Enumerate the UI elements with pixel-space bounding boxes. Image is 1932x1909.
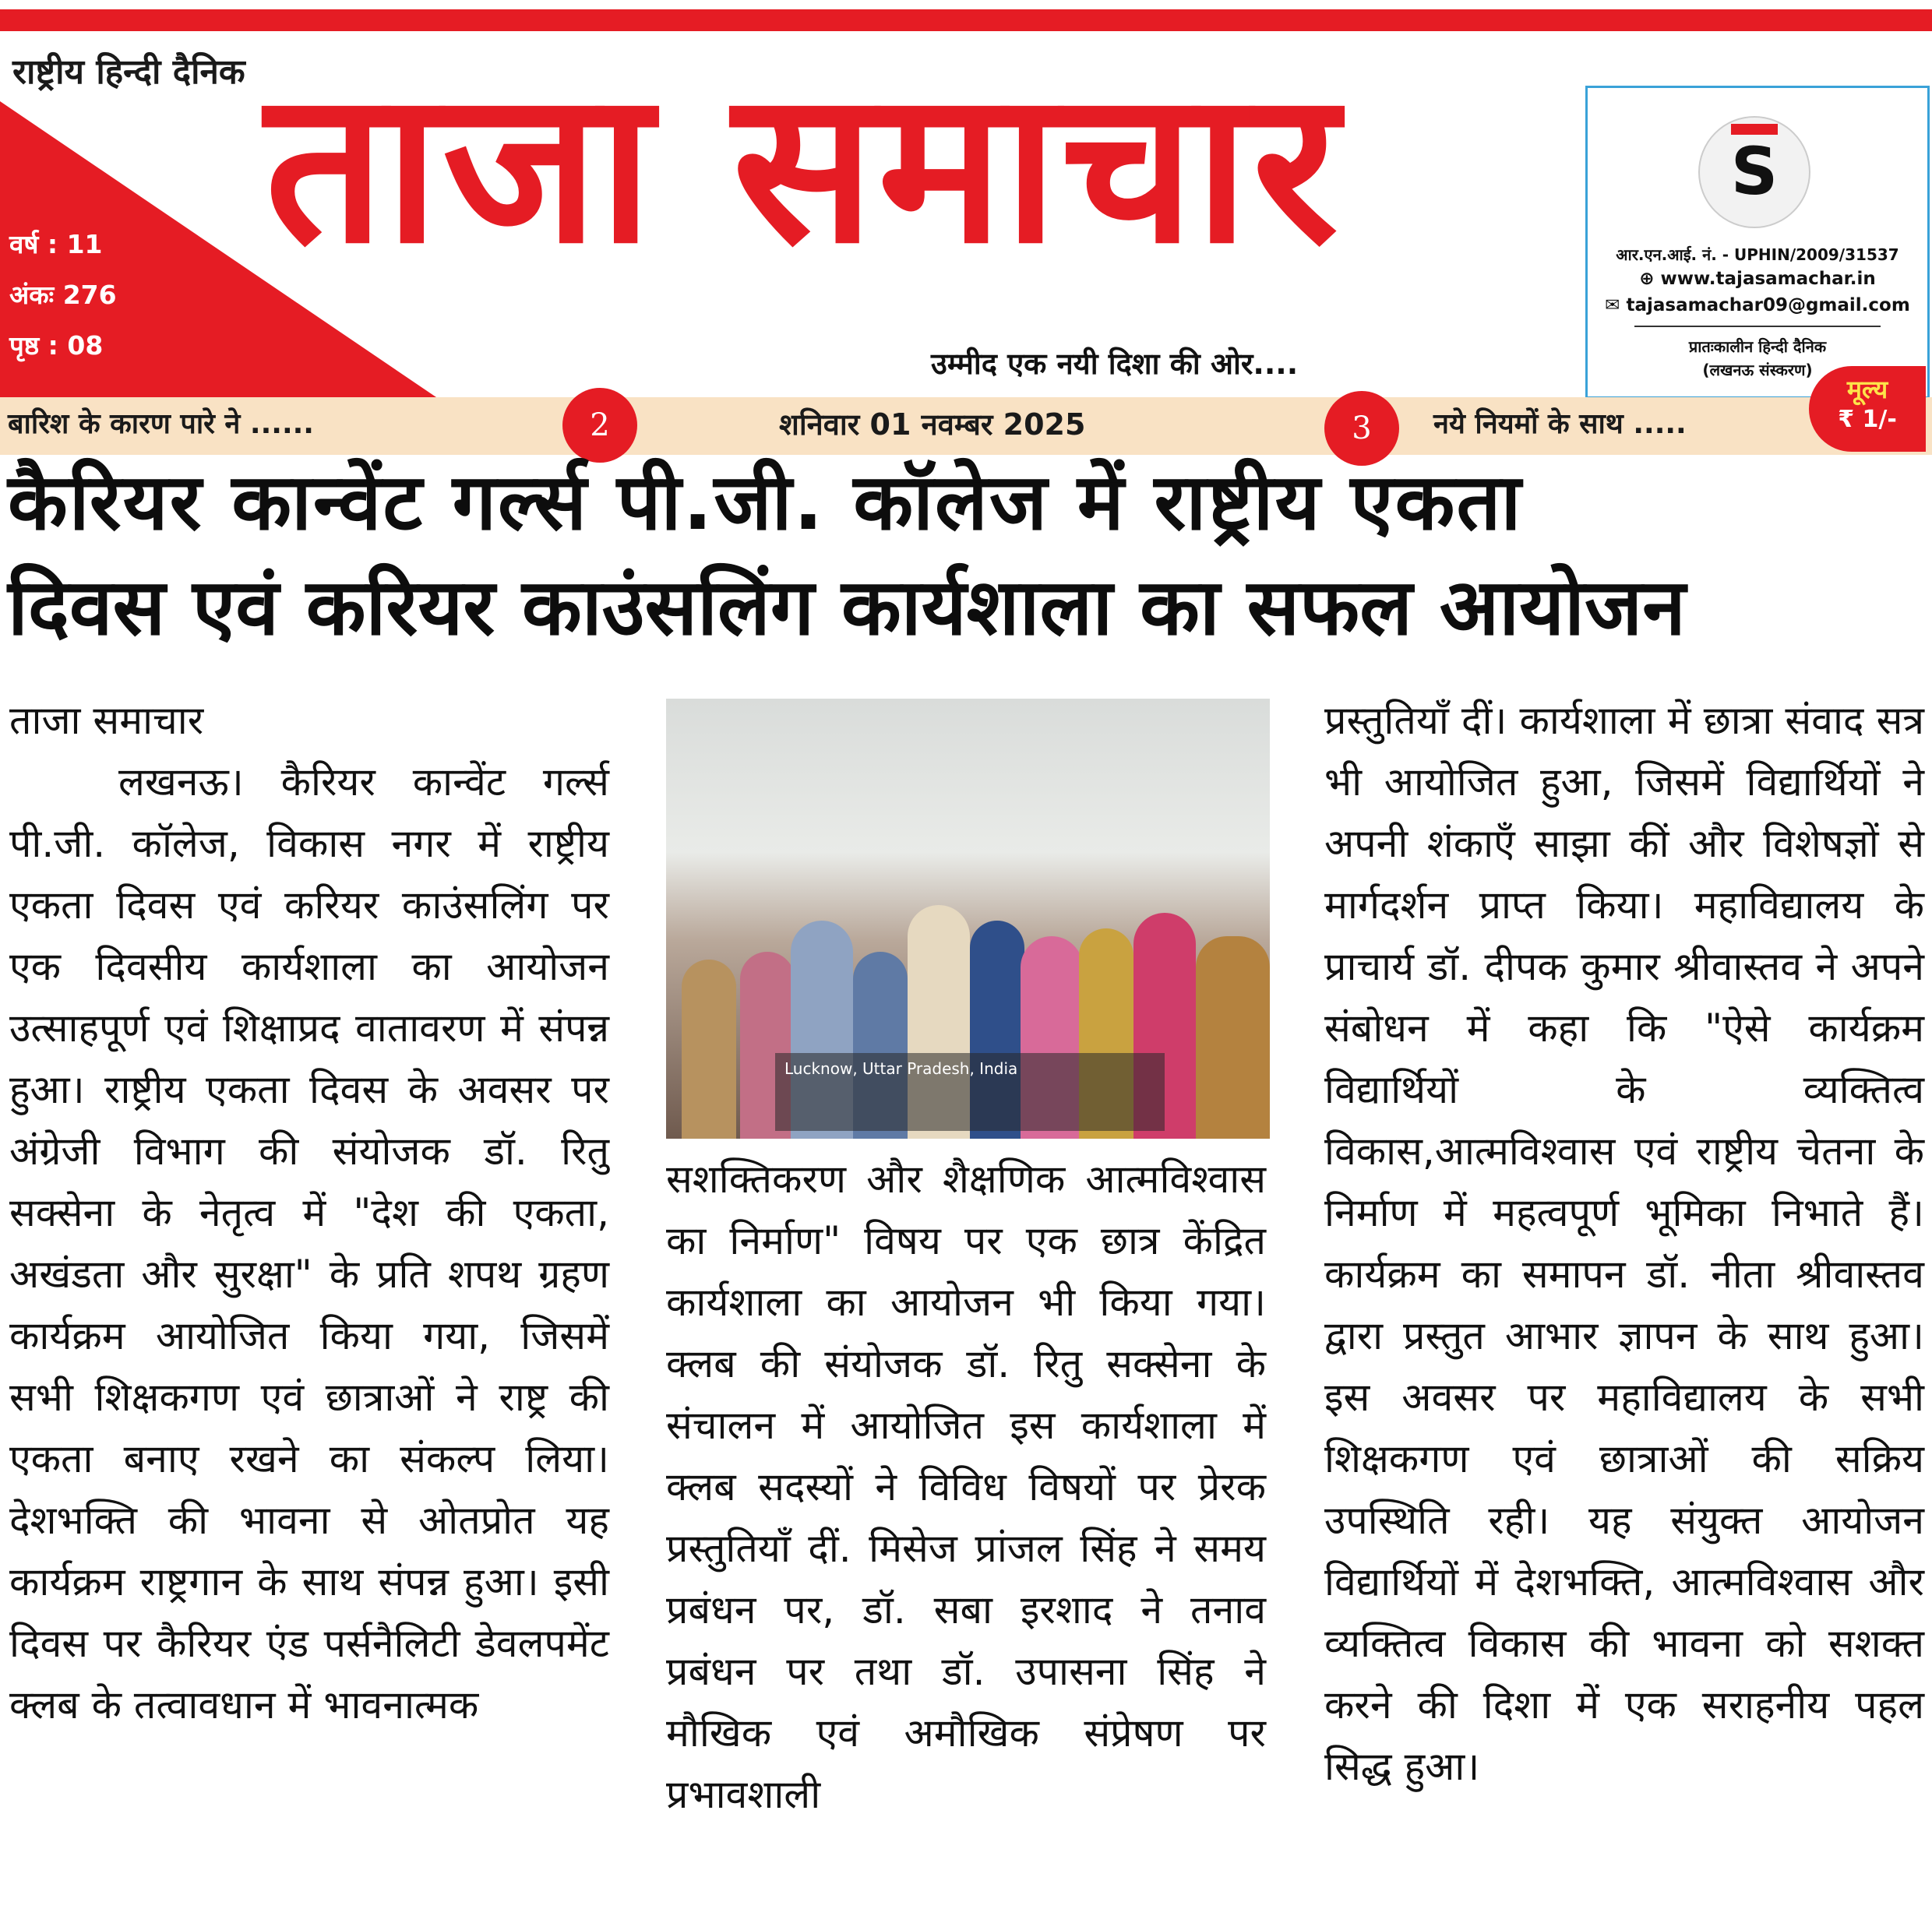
photo-geotag-text: Lucknow, Uttar Pradesh, India: [784, 1059, 1018, 1078]
price-badge: [1809, 366, 1926, 452]
page-2-badge[interactable]: 2: [562, 388, 637, 463]
article-col2-text: सशक्तिकरण और शैक्षणिक आत्मविश्वास का निर्माण" विषय पर एक छात्र केंद्रित कार्यशाला का आयोजन भी किया गया। क्लब की संयोजक डॉ. रितु सक्सेना के संचालन में आयोजित इस कार्यशाला में क्लब सदस्यों ने विविध विषयों पर प्रेरक प्रस्तुतियाँ दीं. मिसेज प्रांजल सिंह ने समय प्रबंधन पर, डॉ. सबा इरशाद ने तनाव प्रबंधन पर तथा डॉ. उपासना सिंह ने मौखिक एवं अमौखिक संप्रेषण पर प्रभावशाली: [666, 1157, 1266, 1817]
issue-label: अंकः 276: [9, 280, 117, 310]
globe-icon: ⊕: [1639, 269, 1655, 289]
price-label: मूल्य: [1846, 375, 1888, 404]
email-text: tajasamachar09@gmail.com: [1626, 295, 1910, 315]
ticker-strip: [0, 397, 1932, 455]
email-line: [1588, 295, 1927, 315]
website-text: www.tajasamachar.in: [1660, 269, 1876, 289]
article-col1-text: लखनऊ। कैरियर कान्वेंट गर्ल्स पी.जी. कॉलेज, विकास नगर में राष्ट्रीय एकता दिवस एवं करियर काउंसलिंग पर एक दिवसीय कार्यशाला का आयोजन उत्साहपूर्ण एवं शिक्षाप्रद वातावरण में संपन्न हुआ। राष्ट्रीय एकता दिवस के अवसर पर अंग्रेजी विभाग की संयोजक डॉ. रितु सक्सेना के नेतृत्व में "देश की एकता, अखंडता और सुरक्षा" के प्रति शपथ ग्रहण कार्यक्रम आयोजित किया गया, जिसमें सभी शिक्षकगण एवं छात्राओं ने राष्ट्र की एकता बनाए रखने का संकल्प लिया। देशभक्ति की भावना से ओतप्रोत यह कार्यक्रम राष्ट्रगान के साथ संपन्न हुआ। इसी दिवस पर कैरियर एंड पर्सनैलिटी डेवलपमेंट क्लब के तत्वावधान में भावनात्मक: [9, 759, 609, 1728]
top-red-bar: [0, 9, 1932, 31]
email-icon: ✉: [1605, 295, 1620, 315]
event-photo: [666, 699, 1270, 1139]
photo-geotag: [775, 1053, 1165, 1131]
article-byline: ताजा समाचार: [9, 698, 204, 743]
newspaper-tagline: राष्ट्रीय हिन्दी दैनिक: [12, 52, 245, 92]
price-value: ₹ 1/-: [1838, 406, 1897, 433]
year-label: वर्ष : 11: [9, 229, 103, 259]
headline-line-2: दिवस एवं करियर काउंसलिंग कार्यशाला का सफल आयोजन: [8, 562, 1686, 653]
newspaper-logo: [1698, 116, 1810, 228]
page-3-badge[interactable]: 3: [1324, 391, 1399, 466]
logo-letter: S: [1730, 133, 1779, 210]
info-divider: [1634, 326, 1881, 327]
pages-label: पृष्ठ : 08: [9, 330, 104, 361]
article-col3-text: प्रस्तुतियाँ दीं। कार्यशाला में छात्रा संवाद सत्र भी आयोजित हुआ, जिसमें विद्यार्थियों ने अपनी शंकाएँ साझा कीं और विशेषज्ञों से मार्गदर्शन प्राप्त किया। महाविद्यालय के प्राचार्य डॉ. दीपक कुमार श्रीवास्तव ने अपने संबोधन में कहा कि "ऐसे कार्यक्रम विद्यार्थियों के व्यक्तित्व विकास,आत्मविश्वास एवं राष्ट्रीय चेतना के निर्माण में महत्वपूर्ण भूमिका निभाते हैं। कार्यक्रम का समापन डॉ. नीता श्रीवास्तव द्वारा प्रस्तुत आभार ज्ञापन के साथ हुआ। इस अवसर पर महाविद्यालय के सभी शिक्षकगण एवं छात्राओं की सक्रिय उपस्थिति रही। यह संयुक्त आयोजन विद्यार्थियों में देशभक्ति, आत्मविश्वास और व्यक्तित्व विकास की भावना को सशक्त करने की दिशा में एक सराहनीय पहल सिद्ध हुआ।: [1324, 698, 1924, 1789]
headline-line-1: कैरियर कान्वेंट गर्ल्स पी.जी. कॉलेज में राष्ट्रीय एकता: [8, 456, 1523, 548]
masthead-title: ताजा समाचार: [265, 44, 1341, 290]
website-line: [1588, 269, 1927, 289]
rni-number: आर.एन.आई. नं. - UPHIN/2009/31537: [1616, 245, 1899, 264]
info-box: [1585, 86, 1930, 399]
edition-city: (लखनऊ संस्करण): [1702, 361, 1813, 379]
ticker-right-headline[interactable]: नये नियमों के साथ .....: [1433, 408, 1687, 440]
article-column-3: [1324, 690, 1924, 1798]
ticker-left-headline[interactable]: बारिश के कारण पारे ने ......: [8, 408, 314, 440]
article-column-1: [9, 690, 609, 1736]
issue-date: शनिवार 01 नवम्बर 2025: [779, 407, 1086, 442]
article-column-2: [666, 1149, 1266, 1826]
edition-type: प्रातःकालीन हिन्दी दैनिक: [1688, 337, 1827, 356]
masthead-slogan: उम्मीद एक नयी दिशा की ओर....: [931, 347, 1299, 381]
